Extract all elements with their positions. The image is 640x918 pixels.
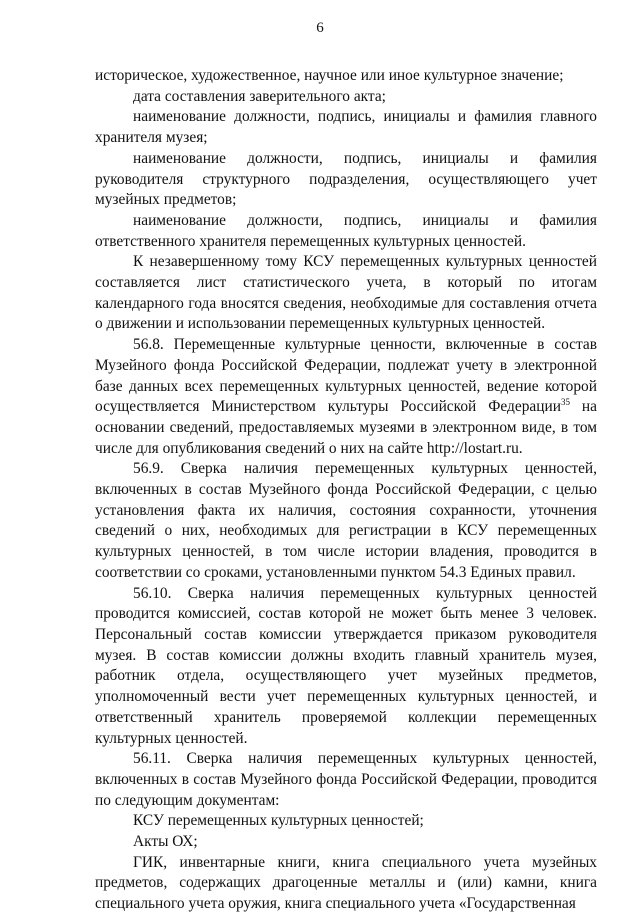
list-item: КСУ перемещенных культурных ценностей;	[133, 812, 424, 830]
paragraph-56-9: 56.9. Сверка наличия перемещенных культурных ценностей, включенных в состав Музейного фонда Российской Федерации, с целью установления факта их наличия, состояния сохранности, уточнения сведений о них, необходимых для регистрации в КСУ перемещенных культурных ценностей, в том числе истории владения, проводится в соответствии со сроками, установленными пунктом 54.3 Единых правил.	[95, 460, 597, 581]
footnote-marker: 35	[560, 397, 570, 408]
paragraph-56-11: 56.11. Сверка наличия перемещенных культурных ценностей, включенных в состав Музейного фонда Российской Федерации, проводится по следующим документам:	[95, 750, 597, 809]
paragraph-56-10: 56.10. Сверка наличия перемещенных культурных ценностей проводится комиссией, состав которой не может быть менее 3 человек. Персональный состав комиссии утверждается приказом руководителя музея. В состав комиссии должны входить главный хранитель музея, работник отдела, осуществляющего учет музейных предметов, уполномоченный вести учет перемещенных культурных ценностей, и ответственный хранитель проверяемой коллекции перемещенных культурных ценностей.	[95, 584, 597, 747]
paragraph-56-8-text: 56.8. Перемещенные культурные ценности, включенные в состав Музейного фонда Российской Федерации, подлежат учету в электронной базе данных всех перемещенных культурных ценностей, ведение которой осуществляется Министерством культуры Российской Федерации	[95, 336, 597, 416]
list-item: Акты ОХ;	[133, 833, 198, 851]
paragraph-56-8-text-end: на основании сведений, предоставляемых музеями в электронном виде, в том числе для опубликования сведений о них на сайте http://lostart.ru.	[95, 398, 597, 457]
paragraph: К незавершенному тому КСУ перемещенных культурных ценностей составляется лист статистического учета, в который по итогам календарного года вносятся сведения, необходимые для составления отчета о движении и использовании перемещенных культурных ценностей.	[95, 253, 597, 333]
paragraph: наименование должности, подпись, инициалы и фамилия ответственного хранителя перемещенных культурных ценностей.	[95, 211, 597, 250]
paragraph: историческое, художественное, научное или иное культурное значение;	[95, 67, 564, 84]
document-body	[95, 66, 597, 915]
list-item: ГИК, инвентарные книги, книга специального учета музейных предметов, содержащих драгоценные металлы и (или) камни, книга специального учета оружия, книга специального учета «Государственная	[95, 853, 597, 913]
paragraph: наименование должности, подпись, инициалы и фамилия руководителя структурного подразделения, осуществляющего учет музейных предметов;	[95, 149, 597, 209]
page-number: 6	[316, 20, 324, 36]
paragraph: дата составления заверительного акта;	[133, 87, 386, 105]
paragraph: наименование должности, подпись, инициалы и фамилия главного хранителя музея;	[95, 108, 597, 147]
paragraph-56-8	[95, 335, 597, 459]
